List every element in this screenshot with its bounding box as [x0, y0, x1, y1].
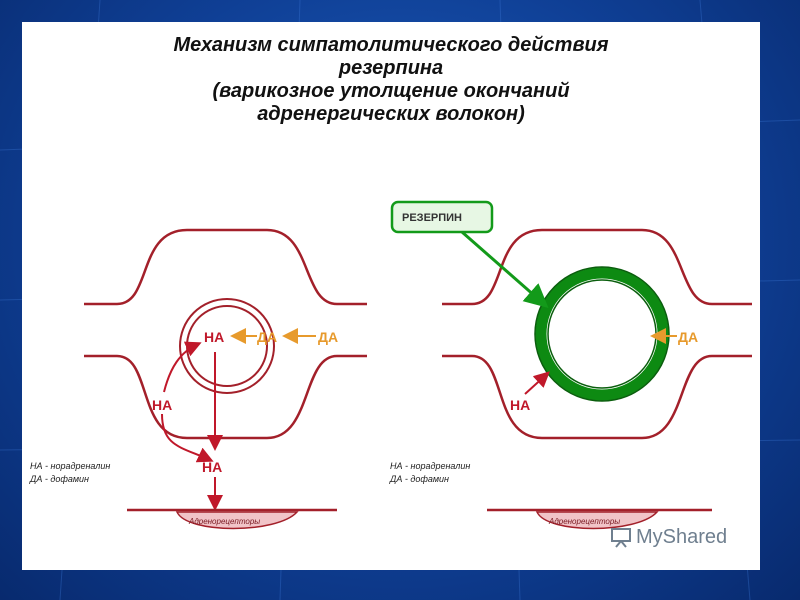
left-legend-line1: НА - норадреналин [30, 461, 111, 471]
title-line-3: (варикозное утолщение окончаний [212, 80, 570, 102]
right-vesicle-inner-edge [548, 280, 656, 388]
presentation-icon [610, 526, 632, 548]
watermark-text: MyShared [636, 525, 728, 548]
left-receptor-label: Адренорецепторы [189, 517, 261, 526]
right-legend-line2: ДА - дофамин [390, 474, 449, 484]
title-line-1: Механизм симпатолитического действия [173, 34, 609, 56]
mechanism-diagram [22, 22, 760, 570]
left-na-bottom: НА [202, 459, 223, 475]
slide-panel [22, 22, 760, 570]
reserpine-arrow [462, 232, 544, 304]
title-line-4: адренергических волокон) [257, 103, 525, 125]
left-membrane-top [84, 230, 367, 304]
left-varicosity [29, 230, 367, 529]
left-vesicle-inner [187, 306, 267, 386]
right-arrow-na [525, 374, 547, 394]
right-da-label: ДА [678, 329, 699, 345]
left-membrane-bottom [84, 356, 367, 438]
right-varicosity [389, 202, 752, 529]
right-vesicle-blocked [541, 273, 663, 395]
left-da-inner: ДА [257, 329, 278, 345]
reserpine-label: РЕЗЕРПИН [402, 212, 462, 224]
left-legend-line2: ДА - дофамин [30, 474, 89, 484]
right-na-label: НА [510, 397, 531, 413]
title-line-2: резерпина [338, 57, 444, 79]
right-vesicle-outer-edge [535, 267, 669, 401]
left-da-outer: ДА [318, 329, 339, 345]
left-na-left: НА [152, 397, 173, 413]
left-na-inner: НА [204, 329, 225, 345]
right-legend-line1: НА - норадреналин [390, 461, 471, 471]
watermark [610, 522, 727, 552]
right-receptor-label: Адренорецепторы [549, 517, 621, 526]
